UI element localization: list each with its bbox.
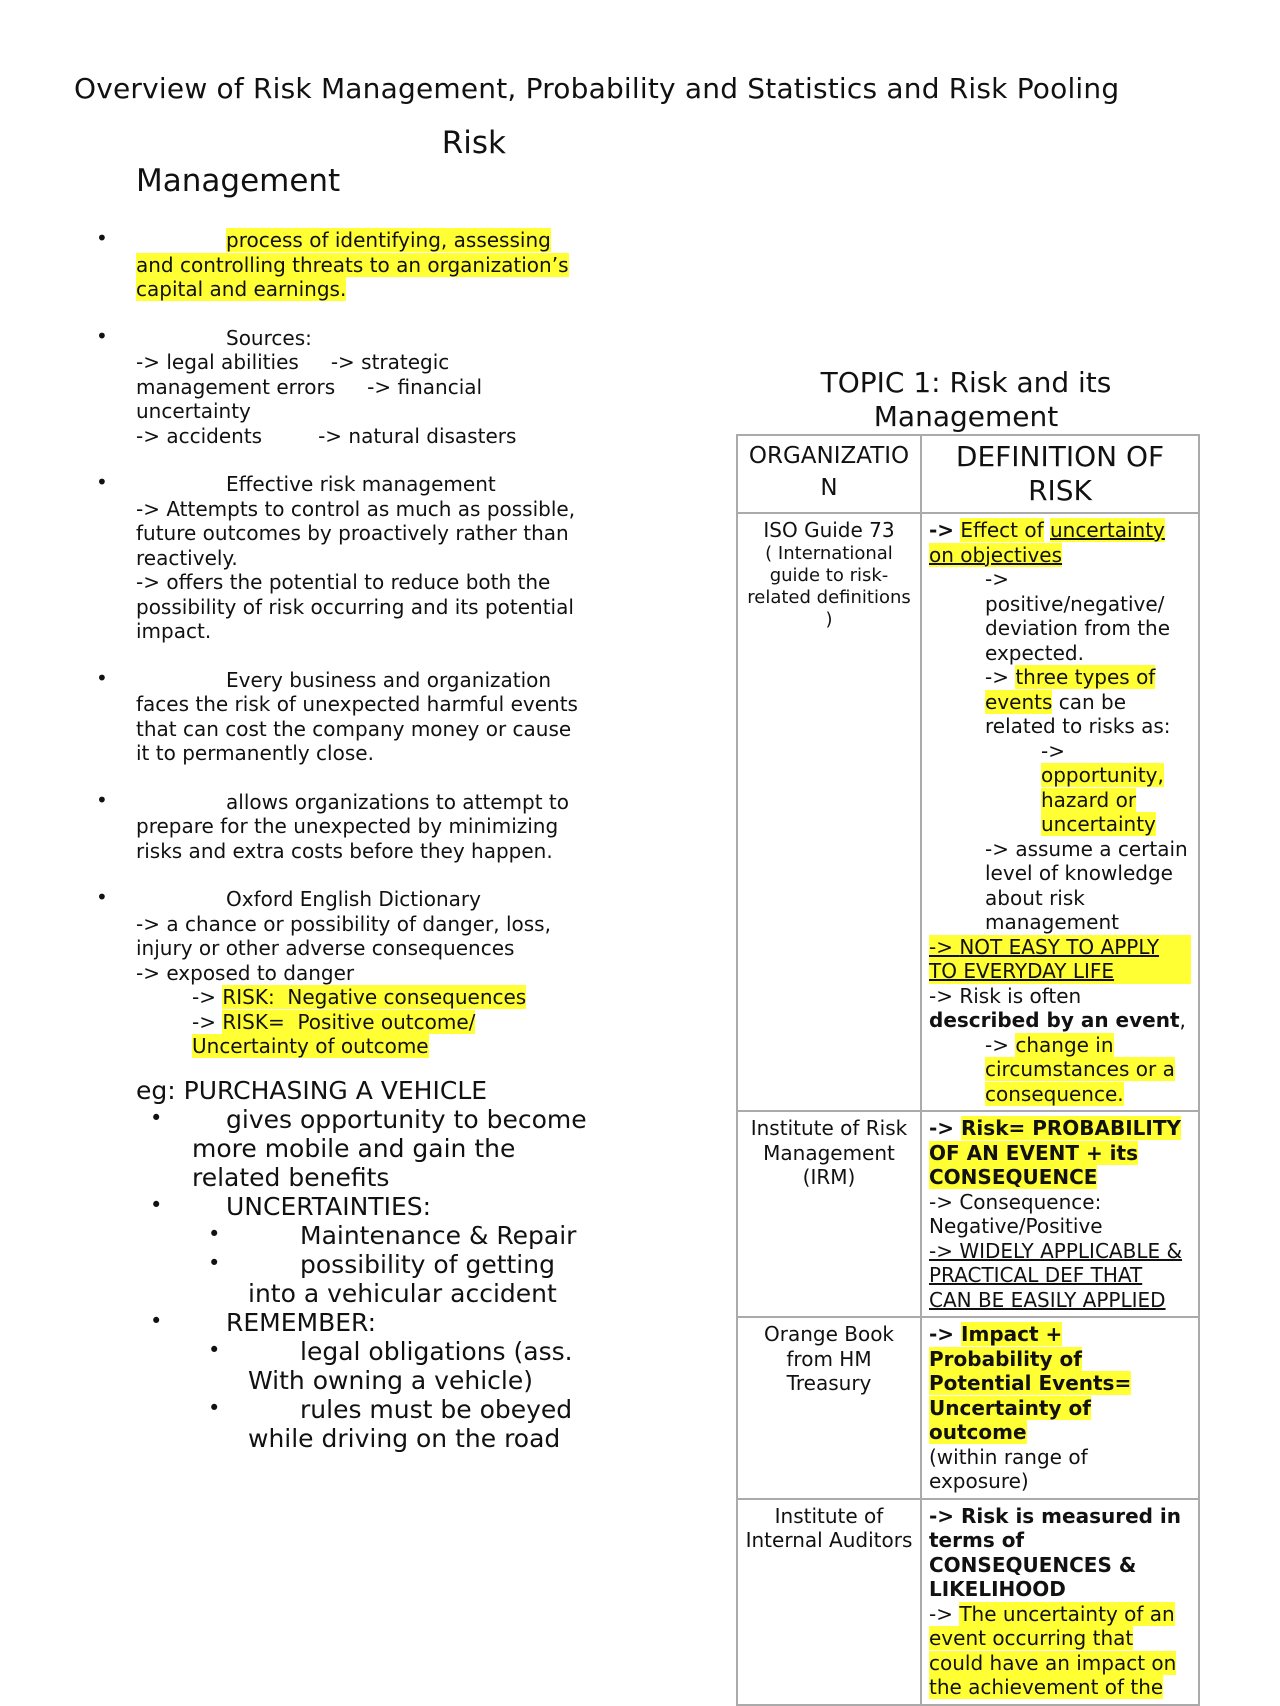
arrow: ->: [192, 985, 216, 1009]
definition-cell: [921, 1499, 1199, 1705]
bullet-text: and controlling threats to an organization’s: [136, 252, 569, 277]
example-subitem: [136, 1250, 606, 1308]
definition-cell: [921, 513, 1199, 1111]
def-text: NOT EASY TO APPLY TO EVERYDAY LIFE: [929, 934, 1160, 983]
arrow: ->: [1041, 738, 1065, 763]
risk-positive-line: [136, 1010, 606, 1035]
def-text: three types of events: [985, 665, 1156, 714]
header-definition: DEFINITION OF RISK: [921, 435, 1199, 513]
example-line: • possibility of getting: [300, 1250, 555, 1279]
definition-cell: [921, 1317, 1199, 1499]
header-organization: ORGANIZATION: [737, 435, 921, 513]
arrow: ->: [929, 1322, 955, 1346]
bullet-line: risks and extra costs before they happen.: [136, 838, 553, 863]
risk-definitions-table: [736, 434, 1200, 1706]
arrow: ->: [929, 934, 953, 959]
bullet-line: -> exposed to danger: [136, 960, 355, 985]
org-cell: Institute of Risk Management (IRM): [737, 1111, 921, 1317]
table-row: [737, 513, 1199, 1111]
bullet-label: • Oxford English Dictionary: [226, 887, 481, 911]
def-text: Effect of: [960, 518, 1044, 542]
table-header-row: [737, 435, 1199, 513]
bullet-definition: [136, 228, 606, 302]
example-line: • rules must be obeyed: [300, 1395, 573, 1424]
arrow: ->: [929, 1601, 953, 1626]
org-name: ISO Guide 73: [763, 518, 895, 542]
source-item: -> financial: [367, 374, 483, 399]
bullet-line: -> a chance or possibility of danger, loss,: [136, 911, 551, 936]
example-line: more mobile and gain the: [192, 1134, 516, 1163]
heading-line-1: Risk: [441, 125, 506, 161]
bullet-label: Effective risk management: [226, 472, 496, 496]
def-text: opportunity, hazard or uncertainty: [1041, 763, 1164, 836]
source-item: uncertainty: [136, 399, 251, 423]
arrow: ->: [985, 665, 1009, 689]
bullet-effective-risk-management: [136, 472, 606, 644]
risk-value: Negative consequences: [287, 985, 527, 1009]
bullet-line: it to permanently close.: [136, 741, 374, 765]
bullet-line: faces the risk of unexpected harmful events: [136, 692, 578, 716]
def-text: -> assume a certain level of knowledge about risk management: [985, 836, 1188, 934]
example-subitem: [136, 1337, 606, 1395]
source-item: -> natural disasters: [318, 423, 517, 448]
example-line: • UNCERTAINTIES:: [226, 1192, 432, 1221]
def-text: -> Consequence: Negative/Positive: [929, 1189, 1103, 1238]
bullet-text: process of identifying, assessing: [226, 228, 551, 252]
definition-cell: [921, 1111, 1199, 1317]
def-text: change in circumstances or a consequence.: [985, 1032, 1175, 1106]
example-line: • legal obligations (ass.: [300, 1337, 573, 1366]
bullet-text: capital and earnings.: [136, 277, 347, 301]
table-row: [737, 1499, 1199, 1705]
def-text: Risk= PROBABILITY OF AN EVENT + its CONSEQUENCE: [929, 1116, 1181, 1189]
example-item: [136, 1105, 606, 1192]
def-text: uncertainty on objectives: [929, 518, 1165, 567]
example-subitem: [136, 1221, 606, 1250]
risk-negative-line: [136, 985, 606, 1010]
risk-management-notes: [136, 228, 606, 1083]
def-text: can be related to risks as:: [985, 689, 1171, 738]
def-text: -> WIDELY APPLICABLE & PRACTICAL DEF THAT CAN BE EASILY APPLIED: [929, 1238, 1183, 1312]
source-item: -> strategic: [330, 350, 450, 374]
org-cell: Orange Book from HM Treasury: [737, 1317, 921, 1499]
topic-heading: TOPIC 1: Risk and its Management: [820, 366, 1112, 433]
bullet-prepare: [136, 790, 606, 864]
bullet-line: that can cost the company money or cause: [136, 716, 572, 741]
sources-label: Sources:: [226, 325, 312, 350]
def-text: described by an event: [929, 1008, 1180, 1032]
example-line: while driving on the road: [248, 1424, 561, 1453]
def-text: -> positive/negative/ deviation from the expected.: [985, 567, 1171, 665]
bullet-line: -> offers the potential to reduce both the: [136, 570, 551, 594]
example-line: • Maintenance & Repair: [300, 1221, 577, 1250]
def-text: (within range of exposure): [929, 1444, 1088, 1493]
bullet-line: • allows organizations to attempt to: [226, 789, 570, 814]
bullet-line: prepare for the unexpected by minimizing: [136, 814, 559, 838]
bullet-line: reactively.: [136, 545, 238, 570]
bullet-line: possibility of risk occurring and its potential: [136, 594, 574, 619]
example-item: [136, 1192, 606, 1221]
org-cell: Institute of Internal Auditors: [737, 1499, 921, 1705]
org-subtitle: ( International guide to risk-related definitions ): [747, 542, 911, 630]
def-text: Impact + Probability of Potential Events= Uncertainty of outcome: [929, 1322, 1132, 1444]
bullet-business-risk: [136, 668, 606, 766]
bullet-line: • Every business and organization: [226, 667, 552, 692]
bullet-line: injury or other adverse consequences: [136, 936, 515, 960]
source-item: management errors: [136, 374, 336, 399]
risk-key: RISK=: [222, 1009, 285, 1034]
source-item: -> accidents: [136, 423, 263, 448]
bullet-line: impact.: [136, 619, 212, 643]
def-text: ,: [1179, 1008, 1186, 1032]
example-vehicle: [136, 1076, 606, 1453]
arrow: ->: [192, 1009, 216, 1034]
example-subitem: [136, 1395, 606, 1453]
bullet-line: future outcomes by proactively rather than: [136, 521, 569, 545]
risk-value: Uncertainty of outcome: [192, 1034, 429, 1058]
heading-line-2: Management: [136, 163, 341, 199]
risk-key: RISK:: [222, 985, 275, 1009]
def-text: -> Risk is often: [929, 983, 1082, 1008]
org-cell: [737, 513, 921, 1111]
table-row: [737, 1317, 1199, 1499]
arrow: ->: [985, 1032, 1009, 1057]
bullet-line: -> Attempts to control as much as possible,: [136, 496, 576, 521]
arrow: ->: [929, 1116, 955, 1140]
bullet-oxford-definition: [136, 887, 606, 1059]
arrow: ->: [929, 518, 955, 542]
example-title: eg: PURCHASING A VEHICLE: [136, 1076, 488, 1105]
example-line: into a vehicular accident: [248, 1279, 557, 1308]
bullet-sources: [136, 326, 606, 449]
source-item: -> legal abilities: [136, 350, 299, 374]
document-title: Overview of Risk Management, Probability and Statistics and Risk Pooling: [74, 72, 1120, 105]
risk-value: Positive outcome/: [297, 1009, 476, 1034]
example-line: related benefits: [192, 1163, 390, 1192]
table-row: [737, 1111, 1199, 1317]
section-heading-risk-management: [136, 124, 506, 200]
example-line: • gives opportunity to become: [226, 1105, 587, 1134]
example-item: [136, 1308, 606, 1337]
example-line: • REMEMBER:: [226, 1308, 377, 1337]
def-text: The uncertainty of an event occurring that could have an impact on the achievement of the: [929, 1601, 1177, 1699]
example-line: With owning a vehicle): [248, 1366, 533, 1395]
def-text: -> Risk is measured in terms of CONSEQUENCES & LIKELIHOOD: [929, 1503, 1182, 1601]
